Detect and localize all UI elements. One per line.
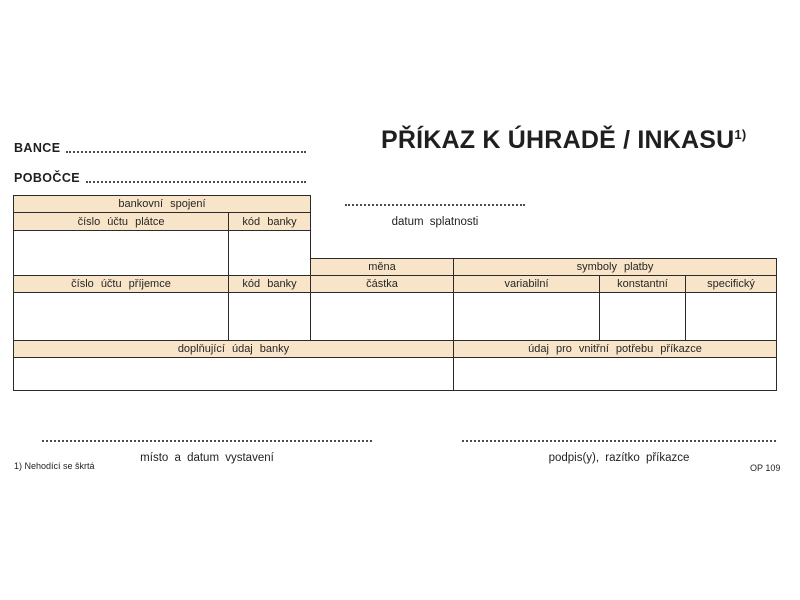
bank-field (14, 141, 306, 155)
variable-symbol-header: variabilní (453, 275, 600, 293)
due-date-label: datum splatnosti (391, 216, 479, 228)
bank-additional-input[interactable] (13, 357, 454, 391)
form-title-text: PŘÍKAZ K ÚHRADĚ / INKASU (381, 126, 735, 154)
amount-input[interactable] (310, 292, 454, 341)
branch-field (14, 171, 306, 185)
bank-input-line[interactable] (66, 151, 306, 153)
payer-account-input[interactable] (13, 230, 229, 276)
internal-use-input[interactable] (453, 357, 777, 391)
payee-account-header: číslo účtu příjemce (13, 275, 229, 293)
form-code: OP 109 (750, 463, 781, 473)
signature-input-line[interactable] (462, 440, 776, 442)
payer-bank-code-header: kód banky (228, 212, 311, 231)
currency-header: měna (310, 258, 454, 276)
payee-account-input[interactable] (13, 292, 229, 341)
variable-symbol-input[interactable] (453, 292, 600, 341)
title-footnote-ref: 1) (734, 127, 747, 142)
branch-label: POBOČCE (14, 171, 81, 185)
internal-use-header: údaj pro vnitřní potřebu příkazce (453, 340, 777, 358)
bank-label: BANCE (14, 141, 61, 155)
place-date-input-line[interactable] (42, 440, 372, 442)
bank-connection-header: bankovní spojení (13, 195, 311, 213)
specific-symbol-input[interactable] (685, 292, 777, 341)
payer-account-header: číslo účtu plátce (13, 212, 229, 231)
payer-bank-code-input[interactable] (228, 230, 311, 276)
branch-input-line[interactable] (86, 181, 306, 183)
signature-label: podpis(y), razítko příkazce (548, 452, 690, 464)
payment-table (13, 195, 777, 391)
payee-bank-code-header: kód banky (228, 275, 311, 293)
payment-symbols-header: symboly platby (453, 258, 777, 276)
form-title (381, 126, 746, 155)
constant-symbol-input[interactable] (599, 292, 686, 341)
payee-bank-code-input[interactable] (228, 292, 311, 341)
specific-symbol-header: specifický (685, 275, 777, 293)
place-date-label: místo a datum vystavení (140, 452, 274, 464)
footnote: 1) Nehodící se škrtá (14, 461, 95, 471)
amount-header: částka (310, 275, 454, 293)
bank-additional-header: doplňující údaj banky (13, 340, 454, 358)
constant-symbol-header: konstantní (599, 275, 686, 293)
